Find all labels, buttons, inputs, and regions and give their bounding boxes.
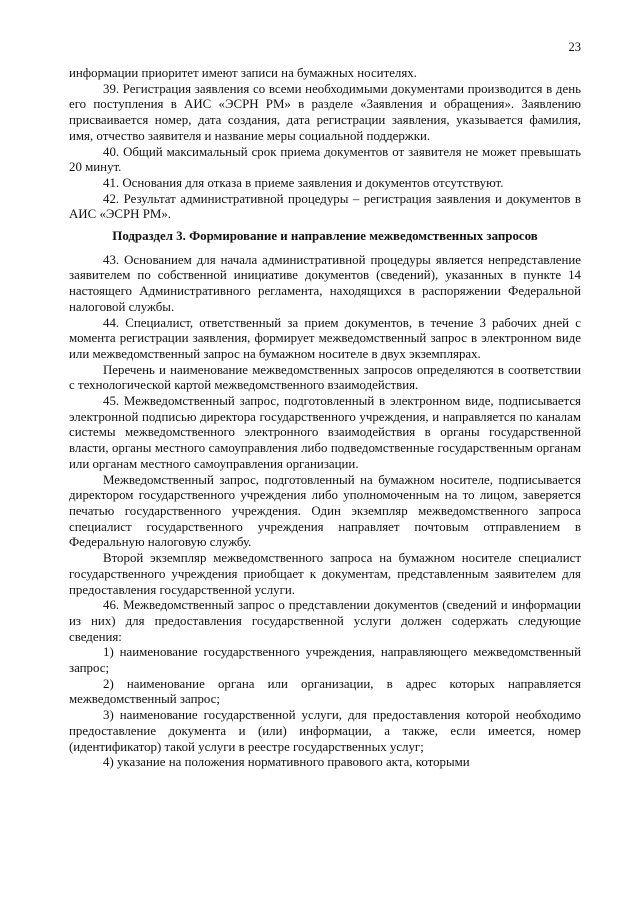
paragraph-43: 43. Основанием для начала административной процедуры является непредставление заявителем по собственной инициативе документов (сведений), указанных в пункте 14 настоящего Административного регламента, находящихся в распоряжении Федеральной налоговой службы. <box>69 252 581 314</box>
section-heading: Подраздел 3. Формирование и направление межведомственных запросов <box>112 229 538 244</box>
paragraph-41: 41. Основания для отказа в приеме заявления и документов отсутствуют. <box>103 175 504 190</box>
paragraph-second-copy: Второй экземпляр межведомственного запроса на бумажном носителе специалист государственного учреждения приобщает к документам, представленным заявителем для предоставления государственной услуги. <box>69 551 581 597</box>
list-item-4: 4) указание на положения нормативного правового акта, которыми <box>103 755 470 770</box>
paragraph-40: 40. Общий максимальный срок приема документов от заявителя не может превышать 20 минут. <box>69 144 581 175</box>
paragraph-44: 44. Специалист, ответственный за прием документов, в течение 3 рабочих дней с момента регистрации заявления, формирует межведомственный запрос в электронном виде или межведомственный запрос на бумажном носителе в двух экземплярах. <box>69 315 581 361</box>
document-body <box>69 66 581 771</box>
paragraph-requests-list: Перечень и наименование межведомственных запросов определяются в соответствии с технологической картой межведомственного взаимодействия. <box>69 362 581 393</box>
paragraph-39: 39. Регистрация заявления со всеми необходимыми документами производится в день его поступления в АИС «ЭСРН РМ» в разделе «Заявления и обращения». Заявлению присваивается номер, дата создания, дата регистрации заявления, указывается фамилия, имя, отчество заявителя и название меры социальной поддержки. <box>69 81 581 143</box>
paragraph-42: 42. Результат административной процедуры – регистрация заявления и документов в АИС «ЭСРН РМ». <box>69 191 581 222</box>
list-item-2: 2) наименование органа или организации, в адрес которых направляется межведомственный запрос; <box>69 676 581 707</box>
paragraph-45: 45. Межведомственный запрос, подготовленный в электронном виде, подписывается электронной подписью директора государственного учреждения, и направляется по каналам системы межведомственного электронного взаимодействия в органы государственной власти, органы местного самоуправления либо подведомственные государственным органам или органам местного самоуправления организации. <box>69 394 581 471</box>
page-number: 23 <box>568 40 581 54</box>
paragraph-46: 46. Межведомственный запрос о представлении документов (сведений и информации из них) для предоставления государственной услуги должен содержать следующие сведения: <box>69 598 581 644</box>
paragraph-paper-request: Межведомственный запрос, подготовленный на бумажном носителе, подписывается директором государственного учреждения либо уполномоченным на то лицом, заверяется печатью государственного учреждения. Один экземпляр межведомственного запроса специалист государственного учреждения направляет почтовым отправлением в Федеральную налоговую службу. <box>69 472 581 550</box>
list-item-3: 3) наименование государственной услуги, для предоставления которой необходимо предоставление документа и (или) информации, а также, если имеется, номер (идентификатор) такой услуги в реестре государственных услуг; <box>69 708 581 754</box>
paragraph-continuation: информации приоритет имеют записи на бумажных носителях. <box>69 66 417 80</box>
list-item-1: 1) наименование государственного учреждения, направляющего межведомственный запрос; <box>69 645 581 676</box>
